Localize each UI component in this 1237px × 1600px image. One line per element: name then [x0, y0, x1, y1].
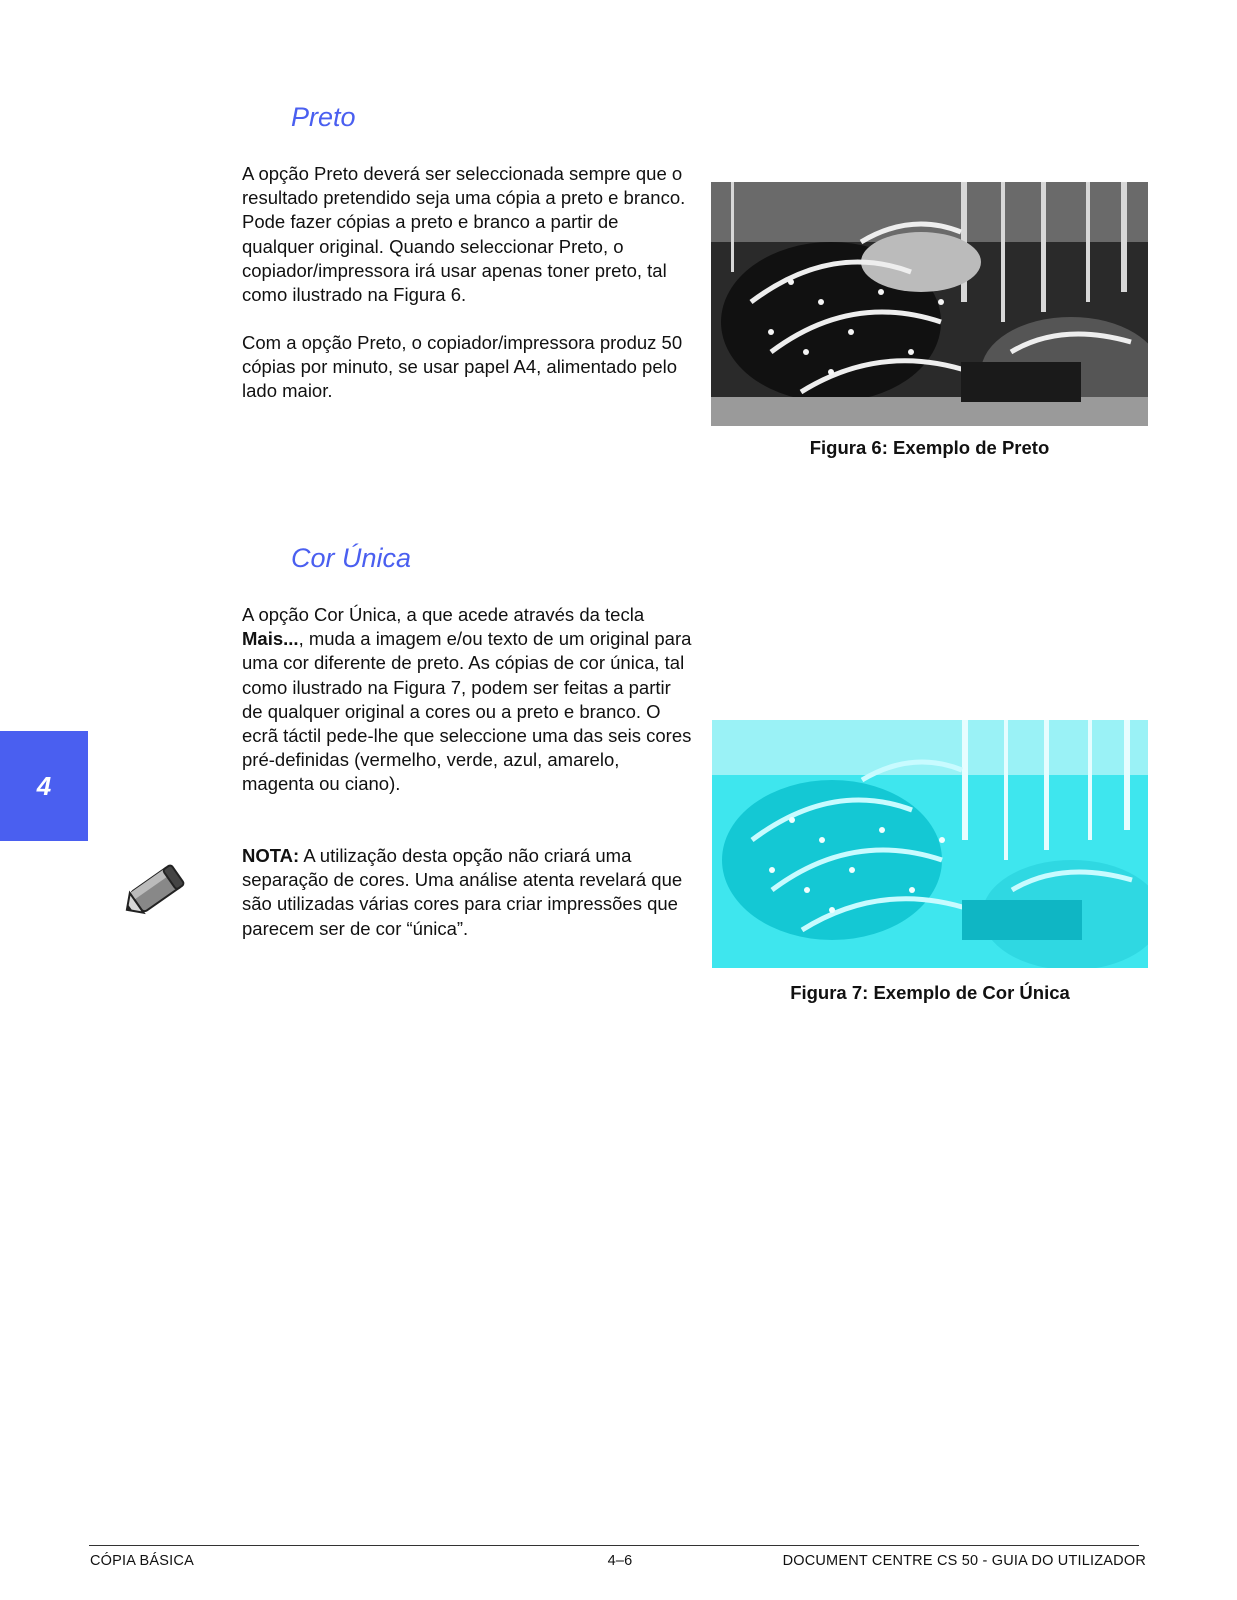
- mais-key-label: Mais...: [242, 628, 299, 650]
- cor-unica-paragraph: [242, 603, 692, 797]
- note-paragraph: [242, 844, 692, 941]
- note-text: A utilização desta opção não criará uma separação de cores. Uma análise atenta revelará que são utilizadas várias cores para criar impressões que parecem ser de cor “única”.: [242, 845, 683, 939]
- section-heading-preto: Preto: [291, 102, 356, 132]
- cor-unica-text-post: , muda a imagem e/ou texto de um original para uma cor diferente de preto. As cópias de cor única, tal como ilustrado na Figura 7, podem ser feitas a partir de qualquer original a cores ou a preto e branco. O ecrã táctil pede-lhe que seleccione uma das seis cores pré-definidas (vermelho, verde, azul, amarelo, magenta ou ciano).: [242, 628, 692, 795]
- footer-chapter-title: CÓPIA BÁSICA: [90, 1553, 194, 1569]
- footer-divider: [89, 1545, 1139, 1546]
- note-label: NOTA:: [242, 845, 300, 866]
- figure-single-color-example: [712, 720, 1148, 968]
- cor-unica-text-pre: A opção Cor Única, a que acede através da tecla: [242, 604, 645, 625]
- section-heading-cor-unica: Cor Única: [291, 543, 412, 573]
- pencil-icon: [118, 852, 198, 924]
- footer-document-title: DOCUMENT CENTRE CS 50 - GUIA DO UTILIZADOR: [782, 1553, 1146, 1569]
- preto-paragraph-2: Com a opção Preto, o copiador/impressora produz 50 cópias por minuto, se usar papel A4, alimentado pelo lado maior.: [242, 332, 683, 402]
- footer-page-number: 4–6: [607, 1553, 633, 1569]
- figure-black-example: [711, 182, 1148, 426]
- chapter-tab: 4: [0, 731, 88, 841]
- preto-paragraph-1: A opção Preto deverá ser seleccionada sempre que o resultado pretendido seja uma cópia a preto e branco. Pode fazer cópias a preto e branco a partir de qualquer original. Quando seleccionar Preto, o copiador/impressora irá usar apenas toner preto, tal como ilustrado na Figura 6.: [242, 163, 686, 306]
- figure-7-caption: Figura 7: Exemplo de Cor Única: [790, 982, 1070, 1003]
- figure-6-caption: Figura 6: Exemplo de Preto: [809, 437, 1050, 458]
